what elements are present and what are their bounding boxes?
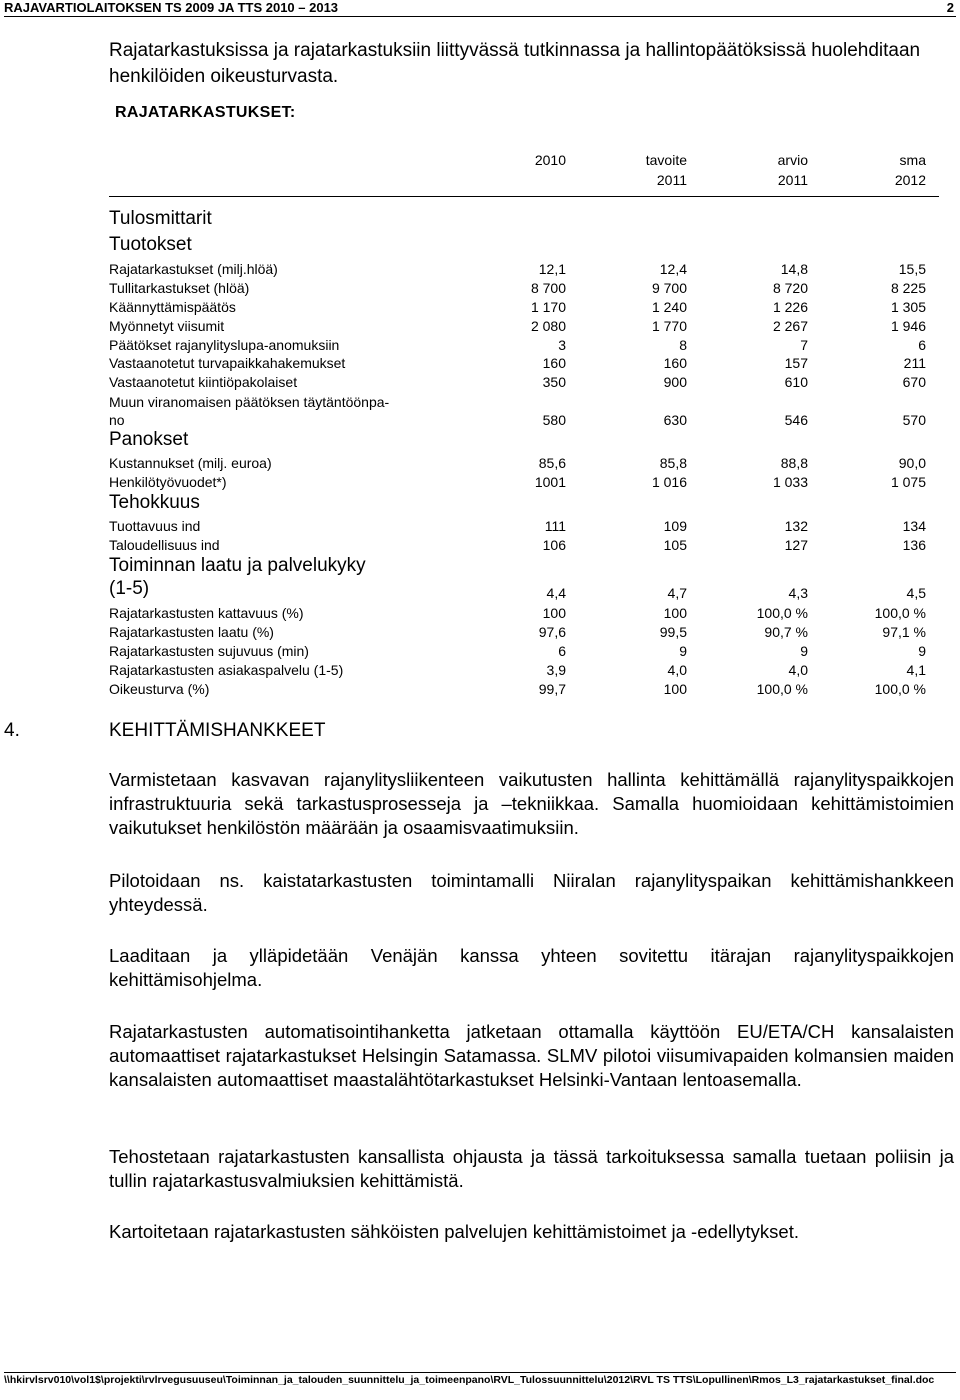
paragraph: Kartoitetaan rajatarkastusten sähköisten palvelujen kehittämistoimet ja -edellytykset. <box>109 1221 799 1242</box>
cell-tavoite-2011: 1 016 <box>651 474 687 490</box>
cell-2010: 85,6 <box>538 455 566 471</box>
cell-sma-2012: 136 <box>902 537 926 553</box>
header-title: RAJAVARTIOLAITOKSEN TS 2009 JA TTS 2010 – 2013 <box>4 0 339 15</box>
row-label: Henkilötyövuodet*) <box>109 474 227 490</box>
cell-tavoite-2011: 1 770 <box>651 318 687 334</box>
cell-arvio-2011: 132 <box>784 518 808 534</box>
footer-divider <box>4 1372 956 1373</box>
table-row <box>109 412 939 431</box>
table-row <box>109 455 939 474</box>
cell-sma-2012: 570 <box>902 412 926 428</box>
paragraph: Rajatarkastusten automatisointihanketta jatketaan ottamalla käyttöön EU/ETA/CH kansalaisten automaattiset rajatarkastukset Helsingin Satamassa. SLMV pilotoi viisumivapaiden kolmansien maiden kansalaisten automaattiset maastalähtötarkastukset Helsinki-Vantaan lentoasemalla. <box>109 1021 954 1090</box>
cell-tavoite-2011: 105 <box>663 537 687 553</box>
cell-sma-2012: 9 <box>918 643 926 659</box>
cell-tavoite-2011: 100 <box>663 681 687 697</box>
cell-sma-2012: 1 075 <box>890 474 926 490</box>
row-label: Rajatarkastusten sujuvuus (min) <box>109 643 309 659</box>
cell-arvio-2011: 1 033 <box>772 474 808 490</box>
cell-sma-2012: 4,1 <box>906 662 926 678</box>
cell-sma-2012: 670 <box>902 374 926 390</box>
row-label: Käännyttämispäätös <box>109 299 236 315</box>
cell-tavoite-2011: 9 <box>679 643 687 659</box>
paragraph: Tehostetaan rajatarkastusten kansallista ohjausta ja tässä tarkoituksessa samalla tuetaan poliisin ja tullin rajatarkastusvalmiuksien kehittämistä. <box>109 1146 954 1191</box>
table-row <box>109 337 939 356</box>
cell-sma-2012: 90,0 <box>898 455 926 471</box>
cell-tavoite-2011: 9 700 <box>651 280 687 296</box>
table-row <box>109 280 939 299</box>
cell-tavoite-2011: 99,5 <box>659 624 687 640</box>
cell-sma-2012: 134 <box>902 518 926 534</box>
row-label: Rajatarkastusten kattavuus (%) <box>109 605 304 621</box>
row-label: Tuottavuus ind <box>109 518 201 534</box>
row-label: Vastaanotetut kiintiöpakolaiset <box>109 374 298 390</box>
heading-tulosmittarit: Tulosmittarit <box>109 208 212 229</box>
table-row <box>109 318 939 337</box>
cell-arvio-2011: 100,0 % <box>756 681 808 697</box>
row-label: Rajatarkastukset (milj.hlöä) <box>109 261 278 277</box>
heading-tuotokset: Tuotokset <box>109 234 192 255</box>
row-label: Rajatarkastusten laatu (%) <box>109 624 274 640</box>
cell-tavoite-2011: 85,8 <box>659 455 687 471</box>
cell-sma-2012: 100,0 % <box>874 681 926 697</box>
cell-sma-2012: 100,0 % <box>874 605 926 621</box>
table-row <box>109 518 939 537</box>
cell-sma-2012: 4,5 <box>906 585 926 601</box>
table-row <box>109 605 939 624</box>
table-header-divider <box>109 196 939 197</box>
table-row <box>109 261 939 280</box>
cell-sma-2012: 1 946 <box>890 318 926 334</box>
table-row <box>109 643 939 662</box>
cell-arvio-2011: 100,0 % <box>756 605 808 621</box>
cell-tavoite-2011: 8 <box>679 337 687 353</box>
row-label: Vastaanotetut turvapaikkahakemukset <box>109 355 346 371</box>
heading-laatu: Toiminnan laatu ja palvelukyky <box>109 555 366 576</box>
row-label-line1: Muun viranomaisen päätöksen täytäntöönpa- <box>109 394 390 410</box>
table-row <box>109 355 939 374</box>
cell-arvio-2011: 546 <box>784 412 808 428</box>
cell-arvio-2011: 610 <box>784 374 808 390</box>
cell-arvio-2011: 127 <box>784 537 808 553</box>
cell-2010: 99,7 <box>538 681 566 697</box>
cell-sma-2012: 1 305 <box>890 299 926 315</box>
page-number: 2 <box>946 0 954 15</box>
row-label: Päätökset rajanylityslupa-anomuksiin <box>109 337 340 353</box>
cell-2010: 580 <box>542 412 566 428</box>
section-number: 4. <box>4 720 20 741</box>
table-row <box>109 624 939 643</box>
cell-arvio-2011: 8 720 <box>772 280 808 296</box>
cell-2010: 6 <box>558 643 566 659</box>
col-header-2010: 2010 <box>534 152 566 168</box>
paragraph: Pilotoidaan ns. kaistatarkastusten toimintamalli Niiralan rajanylityspaikan kehittämishankkeen yhteydessä. <box>109 870 954 915</box>
cell-arvio-2011: 7 <box>800 337 808 353</box>
section-heading: KEHITTÄMISHANKKEET <box>109 720 326 741</box>
cell-sma-2012: 6 <box>918 337 926 353</box>
cell-2010: 8 700 <box>530 280 566 296</box>
table-row <box>109 662 939 681</box>
col-header-tavoite: tavoite 2011 <box>645 152 687 188</box>
heading-panokset: Panokset <box>109 429 189 450</box>
cell-tavoite-2011: 900 <box>663 374 687 390</box>
table-row <box>109 299 939 318</box>
cell-2010: 100 <box>542 605 566 621</box>
cell-sma-2012: 211 <box>903 355 926 371</box>
cell-2010: 3 <box>558 337 566 353</box>
cell-2010: 4,4 <box>546 585 566 601</box>
cell-tavoite-2011: 4,7 <box>667 585 687 601</box>
row-label: Oikeusturva (%) <box>109 681 210 697</box>
cell-arvio-2011: 9 <box>800 643 808 659</box>
cell-arvio-2011: 4,3 <box>788 585 808 601</box>
heading-tehokkuus: Tehokkuus <box>109 492 200 513</box>
section-title: RAJATARKASTUKSET: <box>115 104 296 121</box>
row-label: Myönnetyt viisumit <box>109 318 225 334</box>
table-row <box>109 681 939 700</box>
paragraph: Laaditaan ja ylläpidetään Venäjän kanssa yhteen sovitettu itärajan rajanylityspaikkojen kehittämisohjelma. <box>109 945 954 990</box>
cell-2010: 97,6 <box>538 624 566 640</box>
cell-tavoite-2011: 1 240 <box>651 299 687 315</box>
table-row <box>109 585 939 604</box>
cell-2010: 2 080 <box>530 318 566 334</box>
cell-2010: 1 170 <box>530 299 566 315</box>
cell-2010: 111 <box>544 518 566 534</box>
cell-tavoite-2011: 4,0 <box>667 662 687 678</box>
cell-2010: 1001 <box>534 474 566 490</box>
row-label-line2: no <box>109 412 125 428</box>
row-label: Rajatarkastusten asiakaspalvelu (1-5) <box>109 662 344 678</box>
cell-2010: 12,1 <box>538 261 566 277</box>
row-label: Kustannukset (milj. euroa) <box>109 455 272 471</box>
paragraph: Varmistetaan kasvavan rajanylitysliikenteen vaikutusten hallinta kehittämällä rajanylityspaikkojen infrastruktuuria sekä tarkastusprosesseja ja –tekniikkaa. Samalla huomioidaan kehittämistoimien vaikutukset henkilöstön määrään ja osaamisvaatimuksiin. <box>109 769 954 838</box>
cell-sma-2012: 8 225 <box>890 280 926 296</box>
heading-laatu-scale: (1-5) <box>109 578 150 599</box>
cell-arvio-2011: 2 267 <box>772 318 808 334</box>
cell-arvio-2011: 157 <box>784 355 808 371</box>
intro-paragraph: Rajatarkastuksissa ja rajatarkastuksiin liittyvässä tutkinnassa ja hallintopäätöksissä huolehditaan henkilöiden oikeusturvasta. <box>109 40 921 87</box>
cell-2010: 160 <box>542 355 566 371</box>
col-header-arvio: arvio 2011 <box>777 152 808 188</box>
row-label: Tullitarkastukset (hlöä) <box>109 280 250 296</box>
row-label: Taloudellisuus ind <box>109 537 220 553</box>
cell-arvio-2011: 90,7 % <box>764 624 808 640</box>
cell-2010: 3,9 <box>546 662 566 678</box>
cell-tavoite-2011: 160 <box>663 355 687 371</box>
cell-tavoite-2011: 630 <box>663 412 687 428</box>
table-row <box>109 537 939 556</box>
cell-2010: 106 <box>542 537 566 553</box>
cell-sma-2012: 15,5 <box>898 261 926 277</box>
cell-arvio-2011: 14,8 <box>780 261 808 277</box>
cell-arvio-2011: 1 226 <box>772 299 808 315</box>
cell-sma-2012: 97,1 % <box>882 624 926 640</box>
table-row <box>109 374 939 393</box>
cell-tavoite-2011: 12,4 <box>659 261 687 277</box>
cell-2010: 350 <box>542 374 566 390</box>
cell-arvio-2011: 4,0 <box>788 662 808 678</box>
col-header-sma: sma 2012 <box>894 152 926 188</box>
cell-arvio-2011: 88,8 <box>780 455 808 471</box>
page-header <box>4 0 956 17</box>
table-row <box>109 474 939 493</box>
cell-tavoite-2011: 100 <box>663 605 687 621</box>
footer-file-path: \\hkirvlsrv010\vol1$\projekti\rvlrvegusuuseu\Toiminnan_ja_talouden_suunnittelu_ja_toimeenpano\RVL_Tulossuunnittelu\2012\RVL TS TTS\Lopullinen\Rmos_L3_rajatarkastukset_final.doc <box>4 1374 935 1386</box>
cell-tavoite-2011: 109 <box>663 518 687 534</box>
